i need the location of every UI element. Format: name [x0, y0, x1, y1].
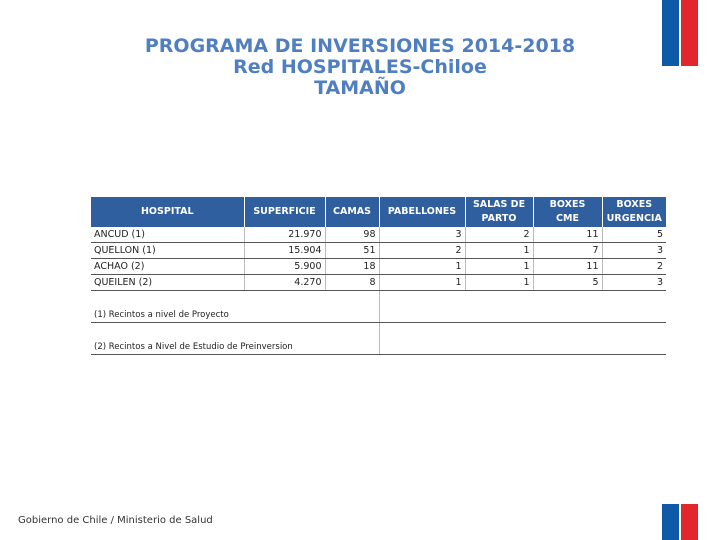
note-blank-cell — [379, 323, 666, 355]
flag-blue-stripe — [662, 504, 679, 540]
cell-hospital: QUELLON (1) — [91, 243, 244, 259]
cell-salas-parto: 1 — [465, 259, 533, 275]
cell-pabellones: 1 — [379, 259, 465, 275]
note-proyecto: (1) Recintos a nivel de Proyecto — [91, 291, 379, 323]
header-boxes-urgencia — [602, 197, 666, 227]
note-blank-cell — [379, 291, 666, 323]
table-row — [91, 259, 666, 275]
cell-boxes-urgencia: 3 — [602, 275, 666, 291]
cell-pabellones: 3 — [379, 227, 465, 243]
hospitals-table — [91, 197, 666, 355]
header-camas: CAMAS — [325, 197, 379, 227]
cell-salas-parto: 2 — [465, 227, 533, 243]
cell-boxes-urgencia: 5 — [602, 227, 666, 243]
header-hospital: HOSPITAL — [91, 197, 244, 227]
cell-hospital: QUEILEN (2) — [91, 275, 244, 291]
table-row — [91, 275, 666, 291]
header-boxes-urgencia-line2: URGENCIA — [606, 213, 662, 224]
cell-superficie: 21.970 — [244, 227, 325, 243]
title-line-2: Red HOSPITALES-Chiloe — [233, 56, 487, 78]
cell-salas-parto: 1 — [465, 275, 533, 291]
table-note-row — [91, 323, 666, 355]
title-line-3: TAMAÑO — [314, 77, 406, 99]
cell-camas: 98 — [325, 227, 379, 243]
flag-red-stripe — [681, 0, 698, 66]
header-boxes-cme: BOXES CME — [533, 197, 602, 227]
table-row — [91, 227, 666, 243]
cell-boxes-cme: 11 — [533, 259, 602, 275]
flag-stripes-bottom — [662, 504, 698, 540]
flag-stripes-top — [662, 0, 698, 66]
flag-red-stripe — [681, 504, 698, 540]
header-pabellones: PABELLONES — [379, 197, 465, 227]
page-title — [60, 36, 660, 99]
cell-camas: 51 — [325, 243, 379, 259]
cell-hospital: ANCUD (1) — [91, 227, 244, 243]
cell-superficie: 4.270 — [244, 275, 325, 291]
cell-superficie: 5.900 — [244, 259, 325, 275]
flag-blue-stripe — [662, 0, 679, 66]
footer-text: Gobierno de Chile / Ministerio de Salud — [18, 515, 213, 526]
header-superficie: SUPERFICIE — [244, 197, 325, 227]
cell-boxes-cme: 11 — [533, 227, 602, 243]
cell-camas: 8 — [325, 275, 379, 291]
table-header-row — [91, 197, 666, 227]
note-preinversion: (2) Recintos a Nivel de Estudio de Preinversion — [91, 323, 379, 355]
header-salas-parto — [465, 197, 533, 227]
header-salas-parto-line1: SALAS DE — [472, 199, 526, 210]
table-row — [91, 243, 666, 259]
cell-hospital: ACHAO (2) — [91, 259, 244, 275]
cell-pabellones: 1 — [379, 275, 465, 291]
cell-pabellones: 2 — [379, 243, 465, 259]
cell-superficie: 15.904 — [244, 243, 325, 259]
cell-camas: 18 — [325, 259, 379, 275]
cell-boxes-cme: 7 — [533, 243, 602, 259]
header-salas-parto-line2: PARTO — [481, 213, 517, 224]
cell-salas-parto: 1 — [465, 243, 533, 259]
title-line-1: PROGRAMA DE INVERSIONES 2014-2018 — [144, 35, 576, 57]
cell-boxes-urgencia: 3 — [602, 243, 666, 259]
cell-boxes-cme: 5 — [533, 275, 602, 291]
cell-boxes-urgencia: 2 — [602, 259, 666, 275]
header-boxes-urgencia-line1: BOXES — [616, 199, 653, 210]
table-note-row — [91, 291, 666, 323]
